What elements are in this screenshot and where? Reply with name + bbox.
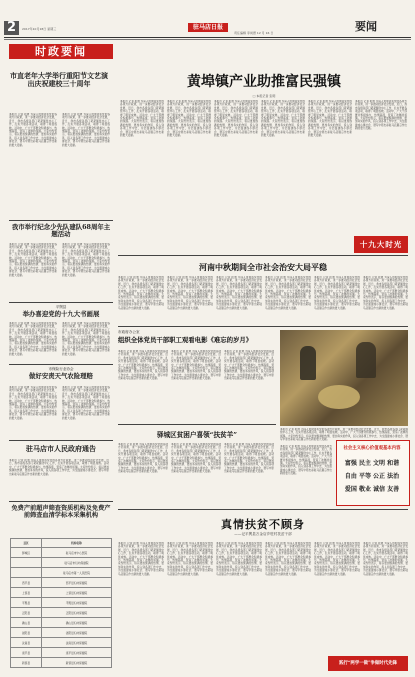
lower-body-2: 本报讯 记者 报道 为深入贯彻落实党的各项方针政策，进一步推动经济社会发展，近日，我市各级各部门紧紧围绕中心工作，扎实开展各项活动，取得了明显成效。活动中，广大干部群众积极参与，热情高涨，营造了浓厚的氛围。大家纷纷表示，将以更加饱满的热情、更加务实的作风，投入到各项工作中去，为全面建成小康社会、谱写中原出彩驻马店篇章作出新的更大贡献。	[171, 443, 221, 474]
article-4-body-right: 本报讯 记者 报道 为深入贯彻落实党的各项方针政策，进一步推动经济社会发展，近日，我市各级各部门紧紧围绕中心工作，扎实开展各项活动，取得了明显成效。活动中，广大干部群众积极参与，热情高涨，营造了浓厚的氛围。大家纷纷表示，将以更加饱满的热情、更加务实的作风，投入到各项工作中去，为全面建成小康社会、谱写中原出彩驻马店篇章作出新的更大贡献。	[62, 386, 110, 420]
lower-body-3: 本报讯 记者 报道 为深入贯彻落实党的各项方针政策，进一步推动经济社会发展，近日，我市各级各部门紧紧围绕中心工作，扎实开展各项活动，取得了明显成效。活动中，广大干部群众积极参与，热情高涨，营造了浓厚的氛围。大家纷纷表示，将以更加饱满的热情、更加务实的作风，投入到各项工作中去，为全面建成小康社会、谱写中原出彩驻马店篇章作出新的更大贡献。	[224, 443, 274, 474]
notice-body: 本报讯 记者 报道 为深入贯彻落实党的各项方针政策，进一步推动经济社会发展，近日，我市各级各部门紧紧围绕中心工作，扎实开展各项活动，取得了明显成效。活动中，广大干部群众积极参与，热情高涨，营造了浓厚的氛围。大家纷纷表示，将以更加饱满的热情、更加务实的作风，投入到各项工作中去，为全面建成小康社会、谱写中原出彩驻马店篇章作出新的更大贡献。	[9, 459, 109, 476]
table-cell: 正阳县	[11, 608, 42, 618]
photo-caption: 本报讯 记者 报道 为深入贯彻落实党的各项方针政策，进一步推动经济社会发展，近日，我市各级各部门紧紧围绕中心工作，扎实开展各项活动，取得了明显成效。活动中，广大干部群众积极参与，热情高涨，营造了浓厚的氛围。大家纷纷表示，将以更加饱满的热情、更加务实的作风，投入到各项工作中去，为全面建成小康社会、谱写中原出彩驻马店篇章作出新的更大贡献。	[280, 428, 408, 442]
lower-body-4: 本报讯 记者 报道 为深入贯彻落实党的各项方针政策，进一步推动经济社会发展，近日，我市各级各部门紧紧围绕中心工作，扎实开展各项活动，取得了明显成效。活动中，广大干部群众积极参与，热情高涨，营造了浓厚的氛围。大家纷纷表示，将以更加饱满的热情、更加务实的作风，投入到各项工作中去，为全面建成小康社会、谱写中原出彩驻马店篇章作出新的更大贡献。	[280, 445, 332, 476]
article-2-body-left: 本报讯 记者 报道 为深入贯彻落实党的各项方针政策，进一步推动经济社会发展，近日，我市各级各部门紧紧围绕中心工作，扎实开展各项活动，取得了明显成效。活动中，广大干部群众积极参与，热情高涨，营造了浓厚的氛围。大家纷纷表示，将以更加饱满的热情、更加务实的作风，投入到各项工作中去，为全面建成小康社会、谱写中原出彩驻马店篇章作出新的更大贡献。	[9, 243, 57, 277]
table-row	[11, 548, 112, 558]
table-row	[11, 638, 112, 648]
lower-body-1: 本报讯 记者 报道 为深入贯彻落实党的各项方针政策，进一步推动经济社会发展，近日，我市各级各部门紧紧围绕中心工作，扎实开展各项活动，取得了明显成效。活动中，广大干部群众积极参与，热情高涨，营造了浓厚的氛围。大家纷纷表示，将以更加饱满的热情、更加务实的作风，投入到各项工作中去，为全面建成小康社会、谱写中原出彩驻马店篇章作出新的更大贡献。	[118, 443, 168, 474]
bottom-subtitle: ——记平舆县万金店乡驻村扶贫干部	[234, 532, 292, 536]
bottom-banner-text: 践行“两学一做”争做时代先锋	[339, 661, 397, 666]
lead-body-2: 本报讯 记者 报道 为深入贯彻落实党的各项方针政策，进一步推动经济社会发展，近日，我市各级各部门紧紧围绕中心工作，扎实开展各项活动，取得了明显成效。活动中，广大干部群众积极参与，热情高涨，营造了浓厚的氛围。大家纷纷表示，将以更加饱满的热情、更加务实的作风，投入到各项工作中去，为全面建成小康社会、谱写中原出彩驻马店篇章作出新的更大贡献。	[167, 100, 211, 138]
table-cell	[11, 568, 42, 578]
mid-body-6: 本报讯 记者 报道 为深入贯彻落实党的各项方针政策，进一步推动经济社会发展，近日，我市各级各部门紧紧围绕中心工作，扎实开展各项活动，取得了明显成效。活动中，广大干部群众积极参与，热情高涨，营造了浓厚的氛围。大家纷纷表示，将以更加饱满的热情、更加务实的作风，投入到各项工作中去，为全面建成小康社会、谱写中原出彩驻马店篇章作出新的更大贡献。	[363, 276, 408, 310]
table-cell: 上蔡县妇幼保健院	[42, 588, 112, 598]
center-body-1: 本报讯 记者 报道 为深入贯彻落实党的各项方针政策，进一步推动经济社会发展，近日，我市各级各部门紧紧围绕中心工作，扎实开展各项活动，取得了明显成效。活动中，广大干部群众积极参与，热情高涨，营造了浓厚的氛围。大家纷纷表示，将以更加饱满的热情、更加务实的作风，投入到各项工作中去，为全面建成小康社会、谱写中原出彩驻马店篇章作出新的更大贡献。	[118, 350, 168, 381]
photo-basket	[318, 385, 360, 409]
bottom-body-4: 本报讯 记者 报道 为深入贯彻落实党的各项方针政策，进一步推动经济社会发展，近日，我市各级各部门紧紧围绕中心工作，扎实开展各项活动，取得了明显成效。活动中，广大干部群众积极参与，热情高涨，营造了浓厚的氛围。大家纷纷表示，将以更加饱满的热情、更加务实的作风，投入到各项工作中去，为全面建成小康社会、谱写中原出彩驻马店篇章作出新的更大贡献。	[265, 542, 311, 576]
bottom-body-6: 本报讯 记者 报道 为深入贯彻落实党的各项方针政策，进一步推动经济社会发展，近日，我市各级各部门紧紧围绕中心工作，扎实开展各项活动，取得了明显成效。活动中，广大干部群众积极参与，热情高涨，营造了浓厚的氛围。大家纷纷表示，将以更加饱满的热情、更加务实的作风，投入到各项工作中去，为全面建成小康社会、谱写中原出彩驻马店篇章作出新的更大贡献。	[363, 542, 408, 576]
table-row	[11, 658, 112, 668]
divider	[118, 424, 276, 425]
article-1-body-right: 本报讯 记者 报道 为深入贯彻落实党的各项方针政策，进一步推动经济社会发展，近日，我市各级各部门紧紧围绕中心工作，扎实开展各项活动，取得了明显成效。活动中，广大干部群众积极参与，热情高涨，营造了浓厚的氛围。大家纷纷表示，将以更加饱满的热情、更加务实的作风，投入到各项工作中去，为全面建成小康社会、谱写中原出彩驻马店篇章作出新的更大贡献。	[62, 113, 110, 147]
table-cell: 汝南县	[11, 638, 42, 648]
mid-body-4: 本报讯 记者 报道 为深入贯彻落实党的各项方针政策，进一步推动经济社会发展，近日，我市各级各部门紧紧围绕中心工作，扎实开展各项活动，取得了明显成效。活动中，广大干部群众积极参与，热情高涨，营造了浓厚的氛围。大家纷纷表示，将以更加饱满的热情、更加务实的作风，投入到各项工作中去，为全面建成小康社会、谱写中原出彩驻马店篇章作出新的更大贡献。	[265, 276, 311, 310]
masthead-rule-thin	[4, 39, 411, 40]
divider	[118, 255, 408, 256]
table-cell: 驻马店市第一人民医院	[42, 568, 112, 578]
table-cell	[11, 558, 42, 568]
divider	[9, 364, 113, 365]
lead-body-3: 本报讯 记者 报道 为深入贯彻落实党的各项方针政策，进一步推动经济社会发展，近日，我市各级各部门紧紧围绕中心工作，扎实开展各项活动，取得了明显成效。活动中，广大干部群众积极参与，热情高涨，营造了浓厚的氛围。大家纷纷表示，将以更加饱满的热情、更加务实的作风，投入到各项工作中去，为全面建成小康社会、谱写中原出彩驻马店篇章作出新的更大贡献。	[214, 100, 258, 138]
article-2-title: 我市举行纪念少先队建队68周年主题活动	[11, 223, 111, 239]
table-cell: 新蔡县妇幼保健院	[42, 658, 112, 668]
table-cell: 平舆县妇幼保健院	[42, 598, 112, 608]
table-cell: 汝南县妇幼保健院	[42, 638, 112, 648]
table-cell: 上蔡县	[11, 588, 42, 598]
article-2-body-right: 本报讯 记者 报道 为深入贯彻落实党的各项方针政策，进一步推动经济社会发展，近日，我市各级各部门紧紧围绕中心工作，扎实开展各项活动，取得了明显成效。活动中，广大干部群众积极参与，热情高涨，营造了浓厚的氛围。大家纷纷表示，将以更加饱满的热情、更加务实的作风，投入到各项工作中去，为全面建成小康社会、谱写中原出彩驻马店篇章作出新的更大贡献。	[62, 243, 110, 277]
table-row	[11, 628, 112, 638]
bottom-title: 真情扶贫不顾身	[221, 518, 305, 531]
lead-body-5: 本报讯 记者 报道 为深入贯彻落实党的各项方针政策，进一步推动经济社会发展，近日，我市各级各部门紧紧围绕中心工作，扎实开展各项活动，取得了明显成效。活动中，广大干部群众积极参与，热情高涨，营造了浓厚的氛围。大家纷纷表示，将以更加饱满的热情、更加务实的作风，投入到各项工作中去，为全面建成小康社会、谱写中原出彩驻马店篇章作出新的更大贡献。	[308, 100, 352, 138]
institution-table	[10, 538, 112, 668]
article-3-body-left: 本报讯 记者 报道 为深入贯彻落实党的各项方针政策，进一步推动经济社会发展，近日，我市各级各部门紧紧围绕中心工作，扎实开展各项活动，取得了明显成效。活动中，广大干部群众积极参与，热情高涨，营造了浓厚的氛围。大家纷纷表示，将以更加饱满的热情、更加务实的作风，投入到各项工作中去，为全面建成小康社会、谱写中原出彩驻马店篇章作出新的更大贡献。	[9, 322, 57, 356]
divider	[9, 302, 113, 303]
table-row	[11, 578, 112, 588]
article-3-kicker: 平舆县	[55, 305, 67, 309]
nineteen-banner-text: 十九大时光	[359, 240, 403, 249]
table-cell: 驻马店市中心医院	[42, 548, 112, 558]
date-line: 2017年10月18日 星期三	[22, 27, 57, 31]
table-cell: 新蔡县	[11, 658, 42, 668]
table-header-cell: 机构名称	[42, 539, 112, 548]
table-cell: 平舆县	[11, 598, 42, 608]
table-cell: 确山县妇幼保健院	[42, 618, 112, 628]
photo-figure-right	[356, 342, 376, 378]
table-row	[11, 598, 112, 608]
mid-body-1: 本报讯 记者 报道 为深入贯彻落实党的各项方针政策，进一步推动经济社会发展，近日，我市各级各部门紧紧围绕中心工作，扎实开展各项活动，取得了明显成效。活动中，广大干部群众积极参与，热情高涨，营造了浓厚的氛围。大家纷纷表示，将以更加饱满的热情、更加务实的作风，投入到各项工作中去，为全面建成小康社会、谱写中原出彩驻马店篇章作出新的更大贡献。	[118, 276, 164, 310]
mid-body-3: 本报讯 记者 报道 为深入贯彻落实党的各项方针政策，进一步推动经济社会发展，近日，我市各级各部门紧紧围绕中心工作，扎实开展各项活动，取得了明显成效。活动中，广大干部群众积极参与，热情高涨，营造了浓厚的氛围。大家纷纷表示，将以更加饱满的热情、更加务实的作风，投入到各项工作中去，为全面建成小康社会、谱写中原出彩驻马店篇章作出新的更大贡献。	[216, 276, 262, 310]
table-cell: 泌阳县妇幼保健院	[42, 628, 112, 638]
column-header-title: 时政要闻	[35, 45, 87, 58]
article-4-kicker: 市保险行业协会	[48, 367, 74, 371]
table-cell: 驿城区	[11, 548, 42, 558]
table-header-cell: 县区	[11, 539, 42, 548]
divider	[118, 509, 408, 510]
table-cell: 泌阳县	[11, 628, 42, 638]
center-title: 组织全体党员干部职工观看电影《难忘的岁月》	[118, 336, 253, 344]
table-cell: 遂平县	[11, 648, 42, 658]
editor-line: 责任编辑 李尚德 12 月 16 日	[234, 31, 274, 35]
table-cell: 正阳县妇幼保健院	[42, 608, 112, 618]
masthead-rule	[4, 37, 411, 38]
table-cell: 遂平县妇幼保健院	[42, 648, 112, 658]
center-body-2: 本报讯 记者 报道 为深入贯彻落实党的各项方针政策，进一步推动经济社会发展，近日，我市各级各部门紧紧围绕中心工作，扎实开展各项活动，取得了明显成效。活动中，广大干部群众积极参与，热情高涨，营造了浓厚的氛围。大家纷纷表示，将以更加饱满的热情、更加务实的作风，投入到各项工作中去，为全面建成小康社会、谱写中原出彩驻马店篇章作出新的更大贡献。	[171, 350, 221, 381]
lower-title: 驿城区贫困户喜领“扶贫羊”	[156, 431, 238, 439]
table-row	[11, 618, 112, 628]
article-1-title: 市直老年大学举行重阳节文艺演出庆祝建校三十周年	[10, 71, 108, 89]
table-cell: 驻马店市妇幼保健院	[42, 558, 112, 568]
section-title: 要闻	[355, 20, 377, 33]
mid-title: 河南中秋期间全市社会治安大局平稳	[199, 262, 327, 272]
core-values-line: 自由 平等 公正 法治	[344, 473, 400, 480]
table-row	[11, 648, 112, 658]
article-1-body-left: 本报讯 记者 报道 为深入贯彻落实党的各项方针政策，进一步推动经济社会发展，近日，我市各级各部门紧紧围绕中心工作，扎实开展各项活动，取得了明显成效。活动中，广大干部群众积极参与，热情高涨，营造了浓厚的氛围。大家纷纷表示，将以更加饱满的热情、更加务实的作风，投入到各项工作中去，为全面建成小康社会、谱写中原出彩驻马店篇章作出新的更大贡献。	[9, 113, 57, 147]
article-4-body-left: 本报讯 记者 报道 为深入贯彻落实党的各项方针政策，进一步推动经济社会发展，近日，我市各级各部门紧紧围绕中心工作，扎实开展各项活动，取得了明显成效。活动中，广大干部群众积极参与，热情高涨，营造了浓厚的氛围。大家纷纷表示，将以更加饱满的热情、更加务实的作风，投入到各项工作中去，为全面建成小康社会、谱写中原出彩驻马店篇章作出新的更大贡献。	[9, 386, 57, 420]
table-row	[11, 608, 112, 618]
center-body-3: 本报讯 记者 报道 为深入贯彻落实党的各项方针政策，进一步推动经济社会发展，近日，我市各级各部门紧紧围绕中心工作，扎实开展各项活动，取得了明显成效。活动中，广大干部群众积极参与，热情高涨，营造了浓厚的氛围。大家纷纷表示，将以更加饱满的热情、更加务实的作风，投入到各项工作中去，为全面建成小康社会、谱写中原出彩驻马店篇章作出新的更大贡献。	[224, 350, 274, 381]
lead-body-4: 本报讯 记者 报道 为深入贯彻落实党的各项方针政策，进一步推动经济社会发展，近日，我市各级各部门紧紧围绕中心工作，扎实开展各项活动，取得了明显成效。活动中，广大干部群众积极参与，热情高涨，营造了浓厚的氛围。大家纷纷表示，将以更加饱满的热情、更加务实的作风，投入到各项工作中去，为全面建成小康社会、谱写中原出彩驻马店篇章作出新的更大贡献。	[261, 100, 305, 138]
bottom-body-2: 本报讯 记者 报道 为深入贯彻落实党的各项方针政策，进一步推动经济社会发展，近日，我市各级各部门紧紧围绕中心工作，扎实开展各项活动，取得了明显成效。活动中，广大干部群众积极参与，热情高涨，营造了浓厚的氛围。大家纷纷表示，将以更加饱满的热情、更加务实的作风，投入到各项工作中去，为全面建成小康社会、谱写中原出彩驻马店篇章作出新的更大贡献。	[167, 542, 213, 576]
divider	[9, 440, 113, 441]
lead-body-6: 本报讯 记者 报道 为深入贯彻落实党的各项方针政策，进一步推动经济社会发展，近日，我市各级各部门紧紧围绕中心工作，扎实开展各项活动，取得了明显成效。活动中，广大干部群众积极参与，热情高涨，营造了浓厚的氛围。大家纷纷表示，将以更加饱满的热情、更加务实的作风，投入到各项工作中去，为全面建成小康社会、谱写中原出彩驻马店篇章作出新的更大贡献。	[355, 100, 407, 131]
page-number-box: 2	[4, 21, 19, 35]
mid-body-2: 本报讯 记者 报道 为深入贯彻落实党的各项方针政策，进一步推动经济社会发展，近日，我市各级各部门紧紧围绕中心工作，扎实开展各项活动，取得了明显成效。活动中，广大干部群众积极参与，热情高涨，营造了浓厚的氛围。大家纷纷表示，将以更加饱满的热情、更加务实的作风，投入到各项工作中去，为全面建成小康社会、谱写中原出彩驻马店篇章作出新的更大贡献。	[167, 276, 213, 310]
bottom-body-3: 本报讯 记者 报道 为深入贯彻落实党的各项方针政策，进一步推动经济社会发展，近日，我市各级各部门紧紧围绕中心工作，扎实开展各项活动，取得了明显成效。活动中，广大干部群众积极参与，热情高涨，营造了浓厚的氛围。大家纷纷表示，将以更加饱满的热情、更加务实的作风，投入到各项工作中去，为全面建成小康社会、谱写中原出彩驻马店篇章作出新的更大贡献。	[216, 542, 262, 576]
bottom-body-1: 本报讯 记者 报道 为深入贯彻落实党的各项方针政策，进一步推动经济社会发展，近日，我市各级各部门紧紧围绕中心工作，扎实开展各项活动，取得了明显成效。活动中，广大干部群众积极参与，热情高涨，营造了浓厚的氛围。大家纷纷表示，将以更加饱满的热情、更加务实的作风，投入到各项工作中去，为全面建成小康社会、谱写中原出彩驻马店篇章作出新的更大贡献。	[118, 542, 164, 576]
table-cell: 西平县	[11, 578, 42, 588]
divider	[9, 501, 113, 502]
lead-title: 黄埠镇产业助推富民强镇	[187, 74, 341, 90]
table-header-row	[11, 539, 112, 548]
paper-name-logo: 驻马店日报	[188, 23, 228, 32]
notice-title: 驻马店市人民政府通告	[26, 444, 96, 453]
divider	[118, 326, 408, 327]
core-values-line: 富强 民主 文明 和谐	[344, 460, 400, 467]
lead-byline: □ 本报记者 张明	[252, 94, 276, 98]
bottom-body-5: 本报讯 记者 报道 为深入贯彻落实党的各项方针政策，进一步推动经济社会发展，近日，我市各级各部门紧紧围绕中心工作，扎实开展各项活动，取得了明显成效。活动中，广大干部群众积极参与，热情高涨，营造了浓厚的氛围。大家纷纷表示，将以更加饱满的热情、更加务实的作风，投入到各项工作中去，为全面建成小康社会、谱写中原出彩驻马店篇章作出新的更大贡献。	[314, 542, 360, 576]
center-kicker: 市政府办公室	[118, 330, 140, 334]
table-row	[11, 558, 112, 568]
table-cell: 西平县妇幼保健院	[42, 578, 112, 588]
core-values-line: 爱国 敬业 诚信 友善	[344, 486, 400, 493]
core-values-title: 社会主义核心价值观基本内容	[343, 446, 401, 451]
table-title: 免费产前超声筛查资质机构及免费产前筛查血清学标本采集机构	[11, 505, 111, 520]
table-row	[11, 568, 112, 578]
mid-body-5: 本报讯 记者 报道 为深入贯彻落实党的各项方针政策，进一步推动经济社会发展，近日，我市各级各部门紧紧围绕中心工作，扎实开展各项活动，取得了明显成效。活动中，广大干部群众积极参与，热情高涨，营造了浓厚的氛围。大家纷纷表示，将以更加饱满的热情、更加务实的作风，投入到各项工作中去，为全面建成小康社会、谱写中原出彩驻马店篇章作出新的更大贡献。	[314, 276, 360, 310]
article-3-body-right: 本报讯 记者 报道 为深入贯彻落实党的各项方针政策，进一步推动经济社会发展，近日，我市各级各部门紧紧围绕中心工作，扎实开展各项活动，取得了明显成效。活动中，广大干部群众积极参与，热情高涨，营造了浓厚的氛围。大家纷纷表示，将以更加饱满的热情、更加务实的作风，投入到各项工作中去，为全面建成小康社会、谱写中原出彩驻马店篇章作出新的更大贡献。	[62, 322, 110, 356]
table-cell: 确山县	[11, 618, 42, 628]
article-3-title: 举办喜迎党的十九大书画展	[22, 310, 100, 318]
photo-figure-left	[300, 346, 316, 380]
divider	[9, 220, 113, 221]
lead-body-1: 本报讯 记者 报道 为深入贯彻落实党的各项方针政策，进一步推动经济社会发展，近日，我市各级各部门紧紧围绕中心工作，扎实开展各项活动，取得了明显成效。活动中，广大干部群众积极参与，热情高涨，营造了浓厚的氛围。大家纷纷表示，将以更加饱满的热情、更加务实的作风，投入到各项工作中去，为全面建成小康社会、谱写中原出彩驻马店篇章作出新的更大贡献。	[120, 100, 164, 138]
table-row	[11, 588, 112, 598]
article-4-title: 做好安责天气农险理赔	[29, 372, 93, 380]
